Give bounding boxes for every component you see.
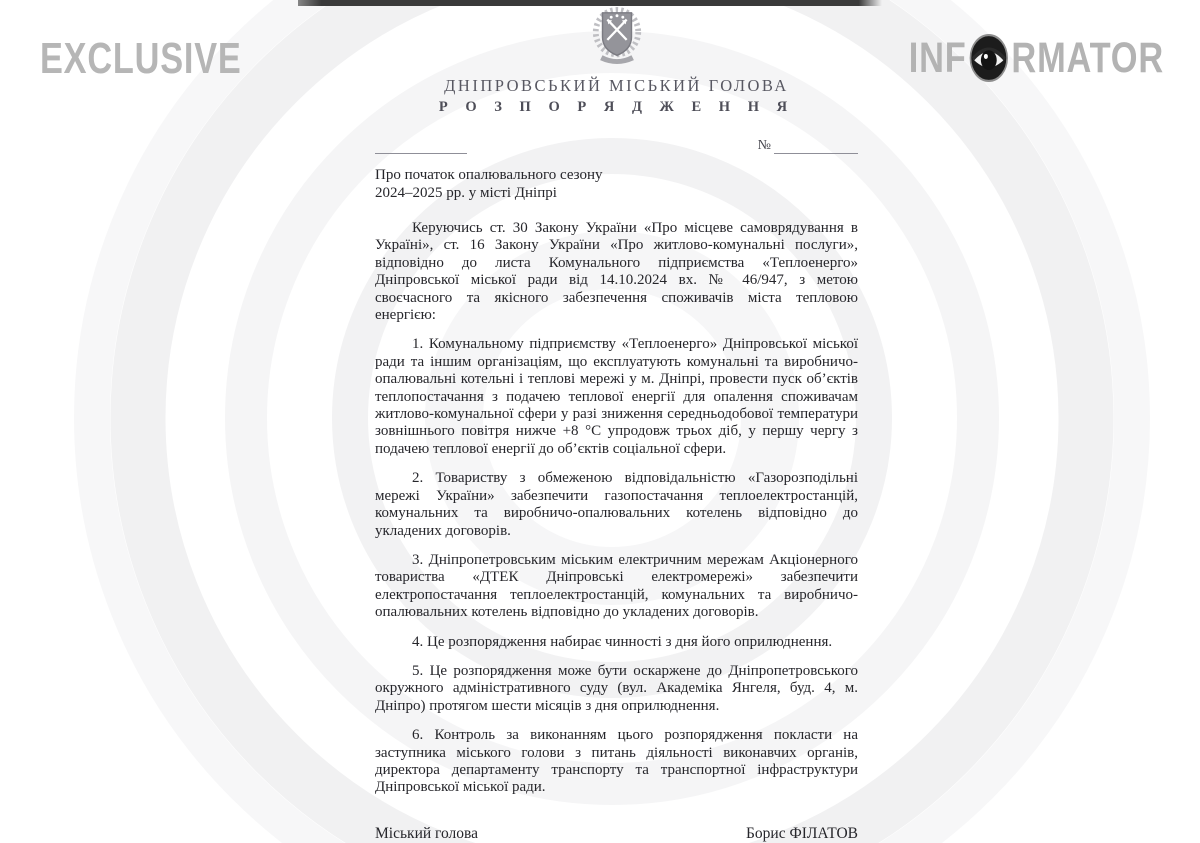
item-paragraph-5: 5. Це розпорядження може бути оскаржене до Дніпропетровського окружного адміністративного суду (вул. Академіка Янгеля, буд. 4, м. Дніпро) протягом шести місяців з дня оприлюднення. [375, 662, 858, 714]
date-blank-line [375, 139, 467, 154]
intro-paragraph: Керуючись ст. 30 Закону України «Про місцеве самоврядування в Україні», ст. 16 Закону України «Про житлово-комунальні послуги», відповідно до листа Комунального підприємства «Теплоенерго» Дніпровської міської ради від 14.10.2024 вх. № 46/947, з метою своєчасного та якісного забезпечення споживачів міста тепловою енергією: [375, 220, 858, 324]
number-group [758, 138, 858, 154]
subject-line-2: 2024–2025 рр. у місті Дніпрі [375, 184, 557, 201]
exclusive-watermark: EXCLUSIVE [40, 34, 242, 83]
informator-logo [909, 33, 1164, 83]
number-blank-line [774, 139, 858, 154]
number-label: № [757, 138, 771, 153]
document-subject [375, 167, 858, 202]
dnipro-coat-of-arms-icon [590, 8, 644, 64]
eye-icon [969, 33, 1009, 83]
informator-text-prefix: INF [908, 33, 967, 82]
top-edge-bar [298, 0, 882, 6]
number-row [375, 136, 858, 154]
authority-title: ДНІПРОВСЬКИЙ МІСЬКИЙ ГОЛОВА [444, 76, 789, 95]
emblem-wrap [375, 8, 858, 64]
item-paragraph-6: 6. Контроль за виконанням цього розпорядження покласти на заступника міського голови з питань діяльності виконавчих органів, директора департаменту транспорту та транспортної інфраструктури Дніпровської міської ради. [375, 727, 858, 796]
item-paragraph-4: 4. Це розпорядження набирає чинності з дня його оприлюднення. [412, 633, 833, 650]
signature-row [375, 825, 858, 843]
item-paragraph-2: 2. Товариству з обмеженою відповідальністю «Газорозподільні мережі України» забезпечити газопостачання теплоелектростанцій, комунальних та виробничо-опалювальних котелень відповідно до укладених договорів. [375, 470, 858, 539]
document-type-title: Р О З П О Р Я Д Ж Е Н Н Я [438, 99, 795, 115]
item-paragraph-1: 1. Комунальному підприємству «Теплоенерго» Дніпровської міської ради та іншим організаціям, що експлуатують комунальні та виробничо-опалювальні котельні і теплові мережі у м. Дніпрі, провести пуск об’єктів теплопостачання з подачею теплової енергії для опалення споживачам житлово-комунальної сфери у разі зниження середньодобової температури зовнішнього повітря нижче +8 °С упродовж трьох діб, у першу чергу з подачею теплової енергії до об’єктів соціальної сфери. [375, 336, 858, 457]
informator-text-suffix: RMATOR [1011, 33, 1164, 82]
signature-name: Борис ФІЛАТОВ [746, 824, 858, 842]
subject-line-1: Про початок опалювального сезону [375, 167, 603, 183]
item-paragraph-3: 3. Дніпропетровським міським електричним мережам Акціонерного товариства «ДТЕК Дніпровські електромережі» забезпечити електропостачання теплоелектростанцій, комунальних та виробничо-опалювальних котелень відповідно до укладених договорів. [375, 551, 858, 621]
signature-position: Міський голова [375, 824, 479, 842]
document [375, 8, 858, 843]
